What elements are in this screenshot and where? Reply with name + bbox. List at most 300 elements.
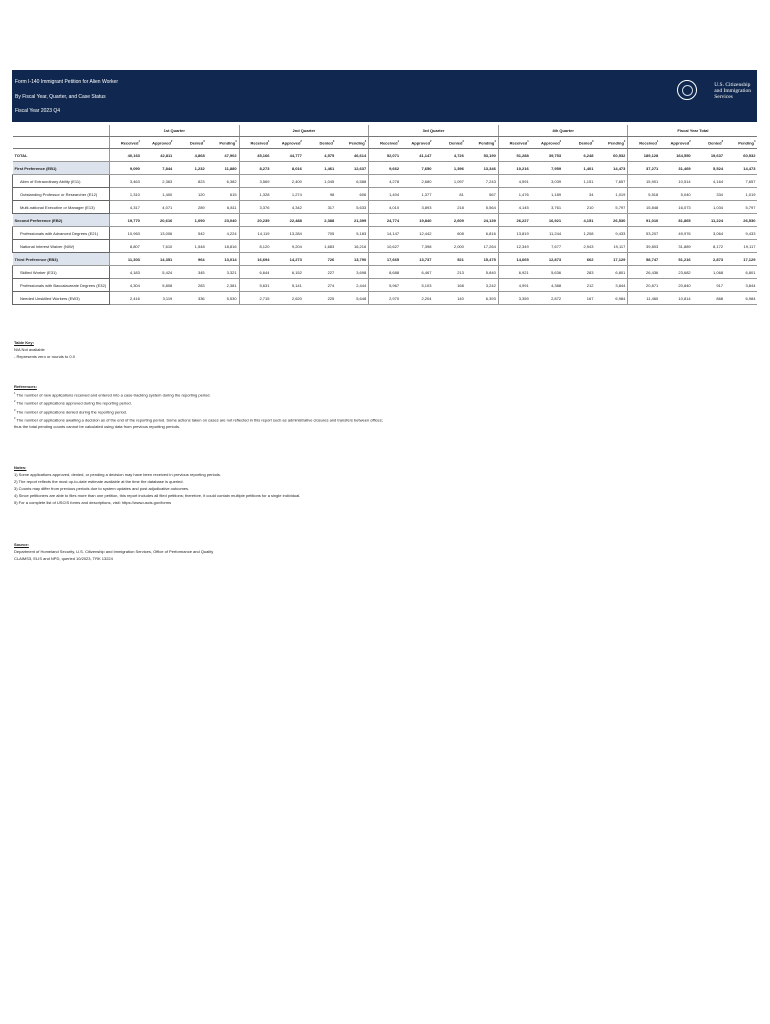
table-cell: 2,943 xyxy=(563,240,595,253)
table-row xyxy=(13,201,758,214)
source-item: CLAIMS3, ELIS and NPD, queried 10/2023, TRK 13224 xyxy=(14,556,113,561)
table-cell: 12,442 xyxy=(401,227,433,240)
table-cell: 6,248 xyxy=(563,149,595,162)
table-cell: 39,803 xyxy=(628,240,660,253)
table-cell: 1,232 xyxy=(174,162,206,175)
table-cell: 26,530 xyxy=(595,214,627,227)
column-header: Pending$^4$ xyxy=(207,137,239,149)
references-heading: References: xyxy=(14,384,37,389)
header-blank xyxy=(13,125,110,137)
header-blank xyxy=(13,137,110,149)
table-cell: 210 xyxy=(563,201,595,214)
table-cell: 19,117 xyxy=(725,240,757,253)
table-cell: 5,530 xyxy=(207,292,239,305)
table-cell: 3,321 xyxy=(207,266,239,279)
table-cell: 3,569 xyxy=(239,175,271,188)
table-cell: 10,627 xyxy=(369,240,401,253)
row-label: TOTAL xyxy=(13,149,110,162)
table-cell: 12,637 xyxy=(336,162,368,175)
table-cell: 51,288 xyxy=(498,149,530,162)
table-cell: 317 xyxy=(304,201,336,214)
report-title: Form I-140 Immigrant Petition for Alien Worker xyxy=(15,79,118,85)
table-cell: 9,662 xyxy=(369,162,401,175)
quarter-header: 1st Quarter xyxy=(110,125,240,137)
references-section xyxy=(14,383,383,430)
table-cell: 4,164 xyxy=(693,175,725,188)
table-cell: 13,284 xyxy=(271,227,303,240)
table-cell: 13,006 xyxy=(142,227,174,240)
table-cell: 6,921 xyxy=(498,266,530,279)
table-key-item: N/A Not available xyxy=(14,347,45,352)
table-cell: 14,147 xyxy=(369,227,401,240)
table-cell: 4,151 xyxy=(563,214,595,227)
table-row xyxy=(13,175,758,188)
table-cell: 20,616 xyxy=(142,214,174,227)
table-cell: 615 xyxy=(207,188,239,201)
note-item: 5) For a complete list of USCIS forms and descriptions, visit: https://www.uscis.gov/forms xyxy=(14,500,172,505)
table-cell: 14,119 xyxy=(239,227,271,240)
table-cell: 23,040 xyxy=(207,214,239,227)
table-cell: 98 xyxy=(304,188,336,201)
table-cell: 4,342 xyxy=(271,201,303,214)
table-cell: 1,045 xyxy=(304,175,336,188)
row-label: Outstanding Professor or Researcher (E12) xyxy=(13,188,110,201)
table-cell: 2,204 xyxy=(401,292,433,305)
table-cell: 542 xyxy=(174,227,206,240)
table-cell: 15,901 xyxy=(628,175,660,188)
reference-continuation: thus the total pending counts cannot be calculated using data from previous reporting periods. xyxy=(14,424,181,430)
table-cell: 917 xyxy=(693,279,725,292)
table-cell: 1,377 xyxy=(401,188,433,201)
table-cell: 218 xyxy=(433,201,465,214)
table-cell: 11,303 xyxy=(110,253,142,266)
table-cell: 16,694 xyxy=(239,253,271,266)
table-cell: 6,801 xyxy=(595,266,627,279)
table-key xyxy=(14,339,75,360)
table-cell: 11,244 xyxy=(531,227,563,240)
quarter-header: 3rd Quarter xyxy=(369,125,499,137)
table-cell: 81 xyxy=(433,188,465,201)
table-cell: 212 xyxy=(563,279,595,292)
reference-item: $^4$ The number of applications awaiting a decision as of the end of the reporting period. Some actions taken on cases are not reflected in this report such as administrative closures and transfers between offices; xyxy=(14,416,383,423)
table-cell: 60,532 xyxy=(725,149,757,162)
column-header: Denied$^3$ xyxy=(433,137,465,149)
table-cell: 16,073 xyxy=(660,201,692,214)
table-cell: 189,128 xyxy=(628,149,660,162)
table-cell: 662 xyxy=(563,253,595,266)
table-cell: 17,665 xyxy=(369,253,401,266)
table-row xyxy=(13,162,758,175)
table-cell: 4,183 xyxy=(110,266,142,279)
table-cell: 51,216 xyxy=(660,253,692,266)
table-cell: 5,967 xyxy=(369,279,401,292)
table-cell: 225 xyxy=(304,292,336,305)
table-cell: 81,865 xyxy=(660,214,692,227)
table-cell: 2,444 xyxy=(336,279,368,292)
table-cell: 334 xyxy=(693,188,725,201)
table-cell: 20,871 xyxy=(628,279,660,292)
table-cell: 19,637 xyxy=(693,149,725,162)
table-cell: 7,610 xyxy=(142,240,174,253)
table-cell: 49,976 xyxy=(660,227,692,240)
table-cell: 1,683 xyxy=(304,240,336,253)
table-cell: 2,609 xyxy=(433,214,465,227)
row-label: Needed Unskilled Workers (EW3) xyxy=(13,292,110,305)
table-cell: 9,433 xyxy=(595,227,627,240)
table-cell: 45,166 xyxy=(239,149,271,162)
table-cell: 4,224 xyxy=(207,227,239,240)
table-cell: 37,271 xyxy=(628,162,660,175)
table-cell: 5,808 xyxy=(142,279,174,292)
table-cell: 4,726 xyxy=(433,149,465,162)
table-cell: 5,424 xyxy=(142,266,174,279)
row-label: Professionals with Advanced Degrees (E21) xyxy=(13,227,110,240)
table-cell: 8,688 xyxy=(369,266,401,279)
table-cell: 8,273 xyxy=(239,162,271,175)
table-cell: 167 xyxy=(563,292,595,305)
statistics-table xyxy=(12,125,757,305)
table-cell: 17,129 xyxy=(595,253,627,266)
table-cell: 60,532 xyxy=(595,149,627,162)
table-cell: 3,376 xyxy=(239,201,271,214)
table-cell: 7,650 xyxy=(401,162,433,175)
row-label: Multi-national Executive or Manager (E13) xyxy=(13,201,110,214)
table-cell: 2,381 xyxy=(207,279,239,292)
table-cell: 5,633 xyxy=(336,201,368,214)
table-cell: 6,644 xyxy=(239,266,271,279)
table-cell: 4,991 xyxy=(498,279,530,292)
table-cell: 10,963 xyxy=(110,227,142,240)
table-cell: 4,304 xyxy=(110,279,142,292)
table-cell: 24,139 xyxy=(466,214,498,227)
table-cell: 20,239 xyxy=(239,214,271,227)
table-cell: 1,400 xyxy=(142,188,174,201)
table-cell: 4,388 xyxy=(531,279,563,292)
table-cell: 13,790 xyxy=(336,253,368,266)
column-header: Approved$^2$ xyxy=(142,137,174,149)
notes-heading: Notes: xyxy=(14,465,27,470)
table-row xyxy=(13,292,758,305)
table-cell: 5,524 xyxy=(693,162,725,175)
column-header: Approved$^2$ xyxy=(401,137,433,149)
table-cell: 19,117 xyxy=(595,240,627,253)
row-label: Second Preference (EB2) xyxy=(13,214,110,227)
table-cell: 1,548 xyxy=(174,240,206,253)
table-cell: 11,224 xyxy=(693,214,725,227)
table-cell: 6,152 xyxy=(271,266,303,279)
header-banner xyxy=(12,70,757,122)
table-cell: 17,129 xyxy=(725,253,757,266)
table-cell: 6,588 xyxy=(336,175,368,188)
table-cell: 8,120 xyxy=(239,240,271,253)
table-cell: 26,436 xyxy=(628,266,660,279)
column-header: Denied$^3$ xyxy=(563,137,595,149)
column-header: Denied$^3$ xyxy=(174,137,206,149)
table-cell: 7,657 xyxy=(595,175,627,188)
table-cell: 16,216 xyxy=(336,240,368,253)
table-cell: 18,816 xyxy=(207,240,239,253)
notes-section xyxy=(14,464,300,506)
table-cell: 3,119 xyxy=(142,292,174,305)
table-cell: 2,970 xyxy=(369,292,401,305)
table-cell: 7,398 xyxy=(401,240,433,253)
table-cell: 91,010 xyxy=(628,214,660,227)
table-cell: 31,889 xyxy=(660,240,692,253)
agency-logo-text: U.S. Citizenship and Immigration Services xyxy=(714,82,751,100)
table-cell: 4,071 xyxy=(142,201,174,214)
table-cell: 6,816 xyxy=(466,227,498,240)
column-header: Received$^1$ xyxy=(498,137,530,149)
table-cell: 2,715 xyxy=(239,292,271,305)
table-cell: 1,310 xyxy=(110,188,142,201)
table-cell: 120 xyxy=(174,188,206,201)
table-cell: 15,475 xyxy=(466,253,498,266)
table-cell: 6,467 xyxy=(401,266,433,279)
table-cell: 606 xyxy=(336,188,368,201)
table-cell: 19,840 xyxy=(401,214,433,227)
source-section xyxy=(14,541,213,562)
note-item: 3) Counts may differ from previous periods due to system updates and post adjudicative outcomes. xyxy=(14,486,190,491)
table-cell: 26,227 xyxy=(498,214,530,227)
report-period: Fiscal Year 2023 Q4 xyxy=(15,108,61,114)
dhs-seal-icon xyxy=(677,80,697,100)
table-cell: 14,665 xyxy=(498,253,530,266)
table-cell: 1,090 xyxy=(174,214,206,227)
table-cell: 140 xyxy=(433,292,465,305)
table-cell: 5,103 xyxy=(401,279,433,292)
table-cell: 289 xyxy=(174,201,206,214)
table-cell: 42,811 xyxy=(142,149,174,162)
reference-item: $^3$ The number of applications denied during the reporting period. xyxy=(14,408,128,414)
table-cell: 6,984 xyxy=(595,292,627,305)
table-cell: 53,190 xyxy=(466,149,498,162)
table-cell: 567 xyxy=(466,188,498,201)
table-cell: 964 xyxy=(174,253,206,266)
row-label: Third Preference (EB3) xyxy=(13,253,110,266)
table-cell: 6,984 xyxy=(725,292,757,305)
table-cell: 2,363 xyxy=(142,175,174,188)
table-cell: 2,680 xyxy=(401,175,433,188)
table-cell: 14,473 xyxy=(595,162,627,175)
table-cell: 2,872 xyxy=(531,292,563,305)
table-cell: 823 xyxy=(174,175,206,188)
table-cell: 521 xyxy=(433,253,465,266)
table-cell: 11,460 xyxy=(628,292,660,305)
table-cell: 3,359 xyxy=(498,292,530,305)
table-cell: 3,039 xyxy=(531,175,563,188)
table-cell: 1,019 xyxy=(595,188,627,201)
note-item: 1) Some applications approved, denied, or pending a decision may have been received in previous reporting periods. xyxy=(14,472,222,477)
table-cell: 17,264 xyxy=(466,240,498,253)
table-cell: 4,868 xyxy=(174,149,206,162)
table-cell: 10,814 xyxy=(660,292,692,305)
table-cell: 1,396 xyxy=(433,162,465,175)
table-cell: 3,761 xyxy=(531,201,563,214)
table-cell: 5,518 xyxy=(628,188,660,201)
table-cell: 213 xyxy=(433,266,465,279)
table-cell: 2,416 xyxy=(110,292,142,305)
table-cell: 9,204 xyxy=(271,240,303,253)
table-cell: 31,469 xyxy=(660,162,692,175)
report-subtitle: By Fiscal Year, Quarter, and Case Status xyxy=(15,94,106,100)
table-cell: 5,636 xyxy=(531,266,563,279)
table-cell: 1,461 xyxy=(304,162,336,175)
table-cell: 1,189 xyxy=(531,188,563,201)
table-cell: 13,819 xyxy=(498,227,530,240)
table-cell: 9,090 xyxy=(110,162,142,175)
table-cell: 5,840 xyxy=(466,266,498,279)
table-row xyxy=(13,188,758,201)
table-cell: 164,550 xyxy=(660,149,692,162)
table-row xyxy=(13,253,758,266)
table-cell: 4,145 xyxy=(498,201,530,214)
table-cell: 24,774 xyxy=(369,214,401,227)
note-item: 4) Since petitioners are able to files more than one petition, this report includes all filed petitions; therefore, it could contain multiple petitions for a single individual. xyxy=(14,493,301,498)
table-cell: 7,844 xyxy=(142,162,174,175)
row-label: Alien of Extraordinary Ability (E11) xyxy=(13,175,110,188)
table-cell: 1,274 xyxy=(271,188,303,201)
table-cell: 6,811 xyxy=(207,201,239,214)
table-cell: 345 xyxy=(174,266,206,279)
table-cell: 47,902 xyxy=(207,149,239,162)
column-header: Pending$^4$ xyxy=(595,137,627,149)
table-row xyxy=(13,227,758,240)
column-header: Approved$^2$ xyxy=(660,137,692,149)
table-cell: 52,071 xyxy=(369,149,401,162)
table-cell: 13,346 xyxy=(466,162,498,175)
table-row xyxy=(13,149,758,162)
table-cell: 4,575 xyxy=(304,149,336,162)
source-item: Department of Homeland Security, U.S. Citizenship and Immigration Services, Office of Performance and Quality xyxy=(14,549,214,554)
table-cell: 3,893 xyxy=(401,201,433,214)
table-cell: 5,040 xyxy=(660,188,692,201)
table-cell: 6,393 xyxy=(466,292,498,305)
quarter-header: 4th Quarter xyxy=(498,125,628,137)
table-cell: 53,207 xyxy=(628,227,660,240)
table-key-heading: Table Key: xyxy=(14,340,34,345)
table-cell: 1,208 xyxy=(563,227,595,240)
table-cell: 2,000 xyxy=(433,240,465,253)
column-header: Denied$^3$ xyxy=(693,137,725,149)
table-cell: 3,698 xyxy=(336,266,368,279)
table-cell: 336 xyxy=(174,292,206,305)
table-cell: 39,753 xyxy=(531,149,563,162)
table-cell: 13,737 xyxy=(401,253,433,266)
table-cell: 227 xyxy=(304,266,336,279)
reference-item: $^1$ The number of new applications received and entered into a case-tracking system during the reporting period. xyxy=(14,392,211,398)
table-cell: 3,844 xyxy=(725,279,757,292)
table-cell: 58,747 xyxy=(628,253,660,266)
column-header: Received$^1$ xyxy=(628,137,660,149)
table-cell: 14,351 xyxy=(142,253,174,266)
table-cell: 12,349 xyxy=(498,240,530,253)
table-cell: 608 xyxy=(433,227,465,240)
column-header: Received$^1$ xyxy=(239,137,271,149)
table-cell: 9,433 xyxy=(725,227,757,240)
table-cell: 20,840 xyxy=(660,279,692,292)
table-cell: 6,801 xyxy=(725,266,757,279)
column-header: Pending$^4$ xyxy=(466,137,498,149)
table-cell: 168 xyxy=(433,279,465,292)
table-cell: 1,019 xyxy=(725,188,757,201)
table-cell: 4,010 xyxy=(369,201,401,214)
table-cell: 6,382 xyxy=(207,175,239,188)
table-cell: 2,388 xyxy=(304,214,336,227)
table-cell: 1,097 xyxy=(433,175,465,188)
table-cell: 7,657 xyxy=(725,175,757,188)
column-header: Received$^1$ xyxy=(110,137,142,149)
table-cell: 3,844 xyxy=(595,279,627,292)
table-cell: 10,216 xyxy=(498,162,530,175)
quarter-header: Fiscal Year Total xyxy=(628,125,758,137)
table-cell: 46,614 xyxy=(336,149,368,162)
table-cell: 8,016 xyxy=(271,162,303,175)
table-cell: 283 xyxy=(563,266,595,279)
table-cell: 13,014 xyxy=(207,253,239,266)
table-cell: 10,514 xyxy=(660,175,692,188)
table-cell: 3,064 xyxy=(693,227,725,240)
table-cell: 7,243 xyxy=(466,175,498,188)
table-cell: 283 xyxy=(174,279,206,292)
table-cell: 23,682 xyxy=(660,266,692,279)
table-row xyxy=(13,240,758,253)
row-label: Skilled Worker (E31) xyxy=(13,266,110,279)
table-cell: 5,797 xyxy=(725,201,757,214)
table-cell: 274 xyxy=(304,279,336,292)
column-header: Pending$^4$ xyxy=(336,137,368,149)
table-cell: 5,141 xyxy=(271,279,303,292)
table-cell: 7,959 xyxy=(531,162,563,175)
column-header: Approved$^2$ xyxy=(531,137,563,149)
table-cell: 5,648 xyxy=(336,292,368,305)
table-cell: 5,564 xyxy=(466,201,498,214)
table-cell: 19,770 xyxy=(110,214,142,227)
table-cell: 11,880 xyxy=(207,162,239,175)
table-cell: 868 xyxy=(693,292,725,305)
table-cell: 14,273 xyxy=(271,253,303,266)
table-cell: 3,242 xyxy=(466,279,498,292)
table-cell: 1,068 xyxy=(693,266,725,279)
report-sheet xyxy=(12,70,757,305)
source-heading: Source: xyxy=(14,542,29,547)
table-cell: 44,777 xyxy=(271,149,303,162)
table-cell: 12,873 xyxy=(531,253,563,266)
table-cell: 34 xyxy=(563,188,595,201)
row-label: First Preference (EB1) xyxy=(13,162,110,175)
table-cell: 2,620 xyxy=(271,292,303,305)
table-cell: 40,163 xyxy=(110,149,142,162)
table-key-item: - Represents zero or rounds to 0.0 xyxy=(14,354,75,359)
table-row xyxy=(13,214,758,227)
note-item: 2) The report reflects the most up-to-date estimate available at the time the database is queried. xyxy=(14,479,184,484)
table-cell: 16,921 xyxy=(531,214,563,227)
table-cell: 26,530 xyxy=(725,214,757,227)
table-cell: 5,797 xyxy=(595,201,627,214)
table-cell: 8,807 xyxy=(110,240,142,253)
column-header: Pending$^4$ xyxy=(725,137,757,149)
table-cell: 726 xyxy=(304,253,336,266)
table-cell: 22,488 xyxy=(271,214,303,227)
table-cell: 705 xyxy=(304,227,336,240)
table-cell: 1,401 xyxy=(563,162,595,175)
table-cell: 2,400 xyxy=(271,175,303,188)
table-cell: 15,848 xyxy=(628,201,660,214)
table-cell: 1,328 xyxy=(239,188,271,201)
column-header: Approved$^2$ xyxy=(271,137,303,149)
table-cell: 4,278 xyxy=(369,175,401,188)
quarter-header: 2nd Quarter xyxy=(239,125,369,137)
row-label: Professionals with Baccalaureate Degrees (E32) xyxy=(13,279,110,292)
